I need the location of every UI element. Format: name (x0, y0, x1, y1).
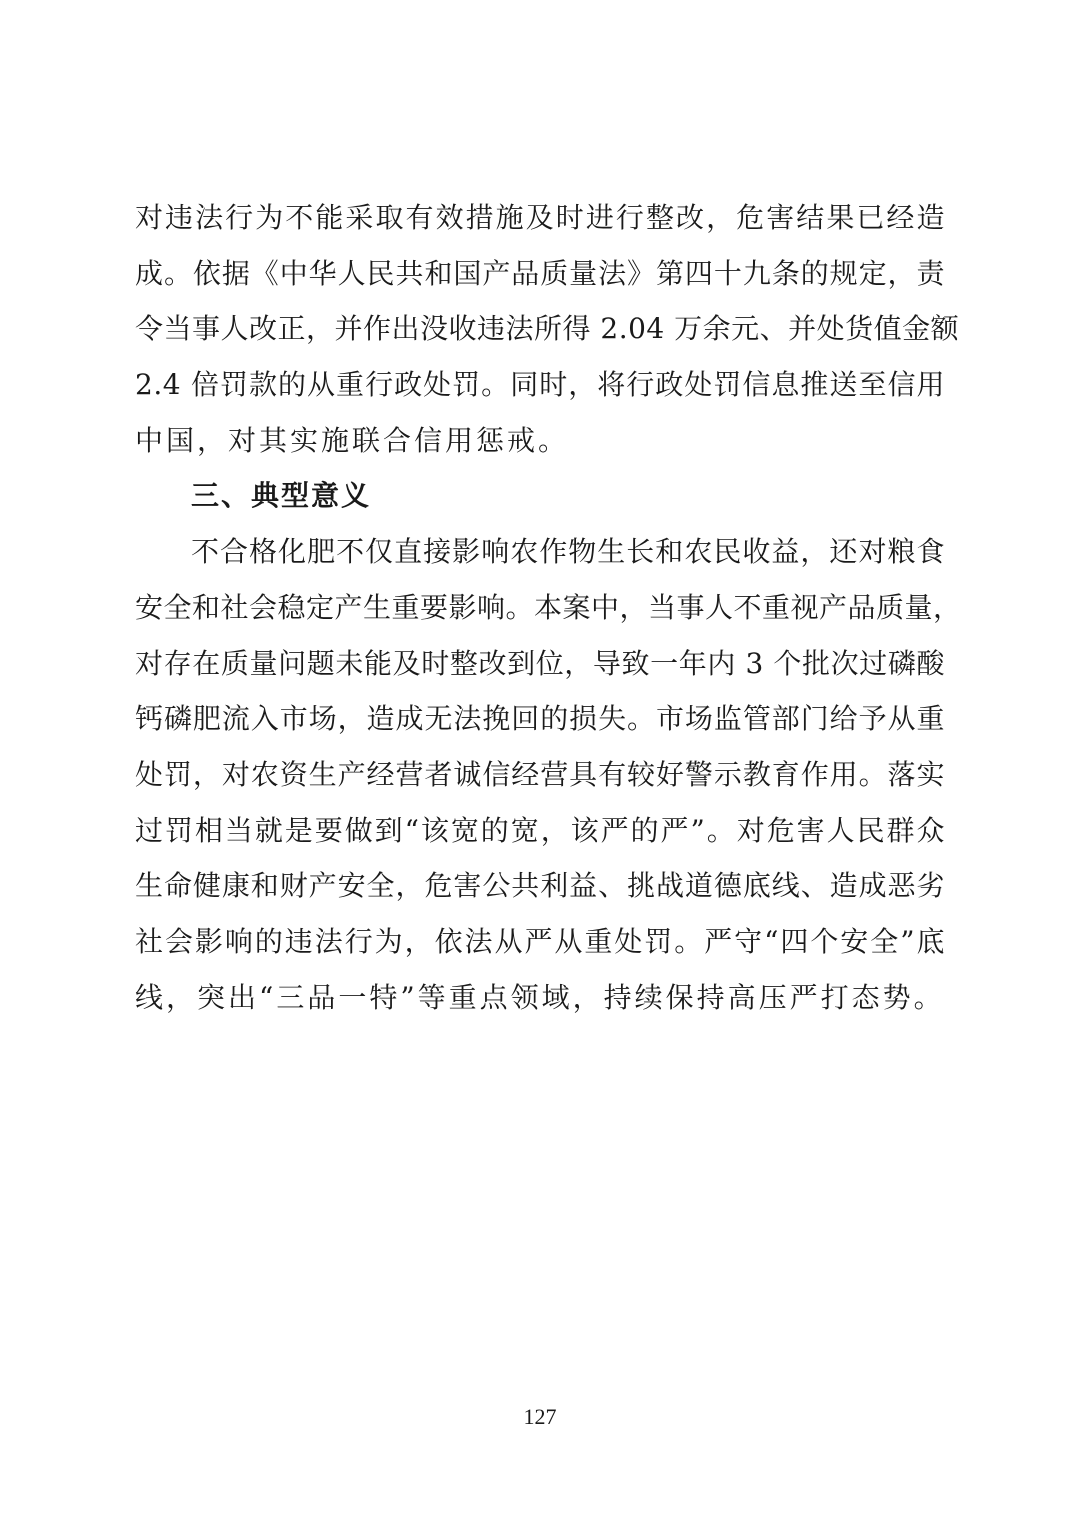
page-number: 127 (523, 1404, 557, 1429)
paragraph-line: 2.4 倍罚款的从重行政处罚。同时，将行政处罚信息推送至信用 (135, 368, 945, 402)
paragraph-line: 对违法行为不能采取有效措施及时进行整改，危害结果已经造 (135, 201, 945, 234)
section-heading: 三、典型意义 (191, 479, 372, 513)
paragraph-line: 线，突出“三品一特”等重点领域，持续保持高压严打态势。 (135, 980, 945, 1014)
paragraph-line: 处罚，对农资生产经营者诚信经营具有较好警示教育作用。落实 (135, 757, 945, 791)
paragraph-line: 社会影响的违法行为，依法从严从重处罚。严守“四个安全”底 (135, 924, 945, 958)
paragraph-line: 钙磷肥流入市场，造成无法挽回的损失。市场监管部门给予从重 (135, 702, 945, 736)
paragraph-line: 对存在质量问题未能及时整改到位，导致一年内 3 个批次过磷酸 (135, 646, 945, 680)
paragraph-line: 成。依据《中华人民共和国产品质量法》第四十九条的规定，责 (135, 256, 945, 290)
paragraph-line: 令当事人改正，并作出没收违法所得 2.04 万余元、并处货值金额 (135, 312, 960, 346)
paragraph-line: 安全和社会稳定产生重要影响。本案中，当事人不重视产品质量， (135, 590, 962, 624)
paragraph-line: 过罚相当就是要做到“该宽的宽，该严的严”。对危害人民群众 (135, 813, 945, 847)
paragraph-line: 生命健康和财产安全，危害公共利益、挑战道德底线、造成恶劣 (135, 869, 945, 903)
paragraph-line: 不合格化肥不仅直接影响农作物生长和农民收益，还对粮食 (191, 535, 945, 569)
paragraph-penalty-decision (135, 190, 960, 468)
paragraph-typical-significance (135, 524, 962, 1025)
paragraph-line: 中国，对其实施联合信用惩戒。 (135, 423, 570, 457)
page-body (135, 190, 962, 1025)
